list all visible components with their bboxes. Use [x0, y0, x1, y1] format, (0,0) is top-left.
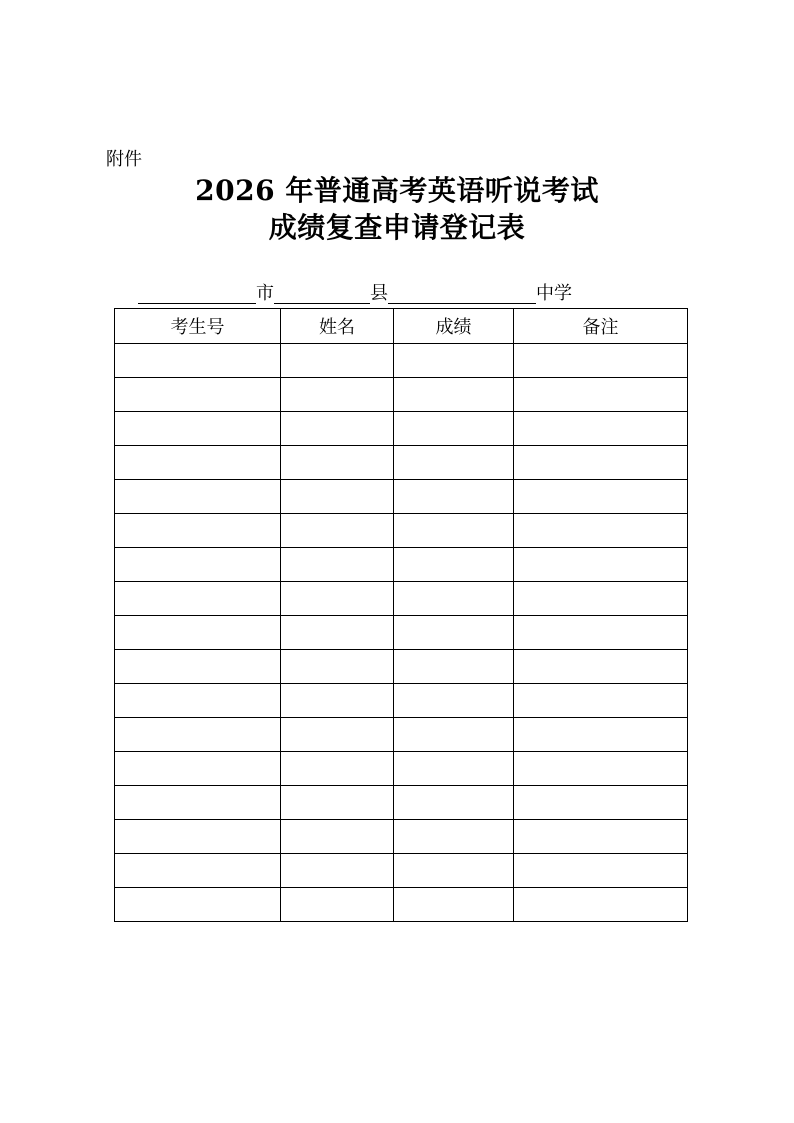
remarks-cell[interactable]: [514, 616, 688, 650]
county-blank[interactable]: [274, 281, 370, 304]
score-cell[interactable]: [394, 412, 514, 446]
remarks-cell[interactable]: [514, 582, 688, 616]
name-cell[interactable]: [281, 650, 394, 684]
name-cell[interactable]: [281, 446, 394, 480]
name-cell[interactable]: [281, 718, 394, 752]
score-cell[interactable]: [394, 650, 514, 684]
name-cell[interactable]: [281, 548, 394, 582]
exam-number-cell[interactable]: [115, 718, 281, 752]
exam-number-cell[interactable]: [115, 752, 281, 786]
remarks-cell[interactable]: [514, 650, 688, 684]
exam-number-cell[interactable]: [115, 446, 281, 480]
score-cell[interactable]: [394, 752, 514, 786]
table-header-row: [115, 309, 688, 344]
score-cell[interactable]: [394, 446, 514, 480]
remarks-cell[interactable]: [514, 446, 688, 480]
form-title-line-2: 成绩复查申请登记表: [268, 211, 526, 244]
exam-number-cell[interactable]: [115, 480, 281, 514]
school-blank[interactable]: [388, 281, 536, 304]
city-blank[interactable]: [138, 281, 256, 304]
exam-number-cell[interactable]: [115, 378, 281, 412]
exam-number-cell[interactable]: [115, 888, 281, 922]
score-cell[interactable]: [394, 582, 514, 616]
table-row: [115, 378, 688, 412]
location-fill-line: [138, 280, 608, 308]
exam-number-cell[interactable]: [115, 684, 281, 718]
score-cell[interactable]: [394, 684, 514, 718]
name-cell[interactable]: [281, 684, 394, 718]
remarks-cell[interactable]: [514, 378, 688, 412]
remarks-cell[interactable]: [514, 752, 688, 786]
score-cell[interactable]: [394, 786, 514, 820]
exam-number-cell[interactable]: [115, 820, 281, 854]
table-row: [115, 344, 688, 378]
table-row: [115, 718, 688, 752]
header-score: 成绩: [394, 309, 514, 344]
name-cell[interactable]: [281, 412, 394, 446]
table-body: [115, 344, 688, 922]
exam-number-cell[interactable]: [115, 616, 281, 650]
exam-number-cell[interactable]: [115, 650, 281, 684]
table-row: [115, 650, 688, 684]
remarks-cell[interactable]: [514, 548, 688, 582]
city-label: 市: [256, 283, 274, 304]
registration-table: [114, 308, 688, 922]
remarks-cell[interactable]: [514, 718, 688, 752]
score-cell[interactable]: [394, 514, 514, 548]
score-cell[interactable]: [394, 480, 514, 514]
remarks-cell[interactable]: [514, 344, 688, 378]
exam-number-cell[interactable]: [115, 582, 281, 616]
score-cell[interactable]: [394, 378, 514, 412]
name-cell[interactable]: [281, 854, 394, 888]
score-cell[interactable]: [394, 854, 514, 888]
form-title-line-1: 2026 年普通高考英语听说考试: [195, 174, 599, 207]
exam-number-cell[interactable]: [115, 854, 281, 888]
name-cell[interactable]: [281, 480, 394, 514]
table-row: [115, 854, 688, 888]
score-cell[interactable]: [394, 344, 514, 378]
table-row: [115, 752, 688, 786]
county-label: 县: [370, 283, 388, 304]
table-row: [115, 446, 688, 480]
score-cell[interactable]: [394, 888, 514, 922]
table-row: [115, 582, 688, 616]
table-row: [115, 548, 688, 582]
name-cell[interactable]: [281, 888, 394, 922]
header-remarks: 备注: [514, 309, 688, 344]
table-row: [115, 616, 688, 650]
table-row: [115, 480, 688, 514]
table-row: [115, 820, 688, 854]
table-row: [115, 684, 688, 718]
exam-number-cell[interactable]: [115, 344, 281, 378]
remarks-cell[interactable]: [514, 854, 688, 888]
table-row: [115, 888, 688, 922]
name-cell[interactable]: [281, 786, 394, 820]
score-cell[interactable]: [394, 616, 514, 650]
name-cell[interactable]: [281, 344, 394, 378]
remarks-cell[interactable]: [514, 684, 688, 718]
exam-number-cell[interactable]: [115, 548, 281, 582]
school-label: 中学: [536, 283, 572, 304]
name-cell[interactable]: [281, 752, 394, 786]
score-cell[interactable]: [394, 548, 514, 582]
remarks-cell[interactable]: [514, 412, 688, 446]
header-exam-number: 考生号: [115, 309, 281, 344]
exam-number-cell[interactable]: [115, 514, 281, 548]
remarks-cell[interactable]: [514, 480, 688, 514]
name-cell[interactable]: [281, 820, 394, 854]
remarks-cell[interactable]: [514, 786, 688, 820]
name-cell[interactable]: [281, 378, 394, 412]
exam-number-cell[interactable]: [115, 786, 281, 820]
score-cell[interactable]: [394, 820, 514, 854]
table-row: [115, 412, 688, 446]
score-cell[interactable]: [394, 718, 514, 752]
name-cell[interactable]: [281, 582, 394, 616]
name-cell[interactable]: [281, 616, 394, 650]
table-row: [115, 514, 688, 548]
attachment-label: 附件: [106, 149, 142, 170]
remarks-cell[interactable]: [514, 820, 688, 854]
remarks-cell[interactable]: [514, 888, 688, 922]
header-name: 姓名: [281, 309, 394, 344]
exam-number-cell[interactable]: [115, 412, 281, 446]
remarks-cell[interactable]: [514, 514, 688, 548]
table-row: [115, 786, 688, 820]
name-cell[interactable]: [281, 514, 394, 548]
